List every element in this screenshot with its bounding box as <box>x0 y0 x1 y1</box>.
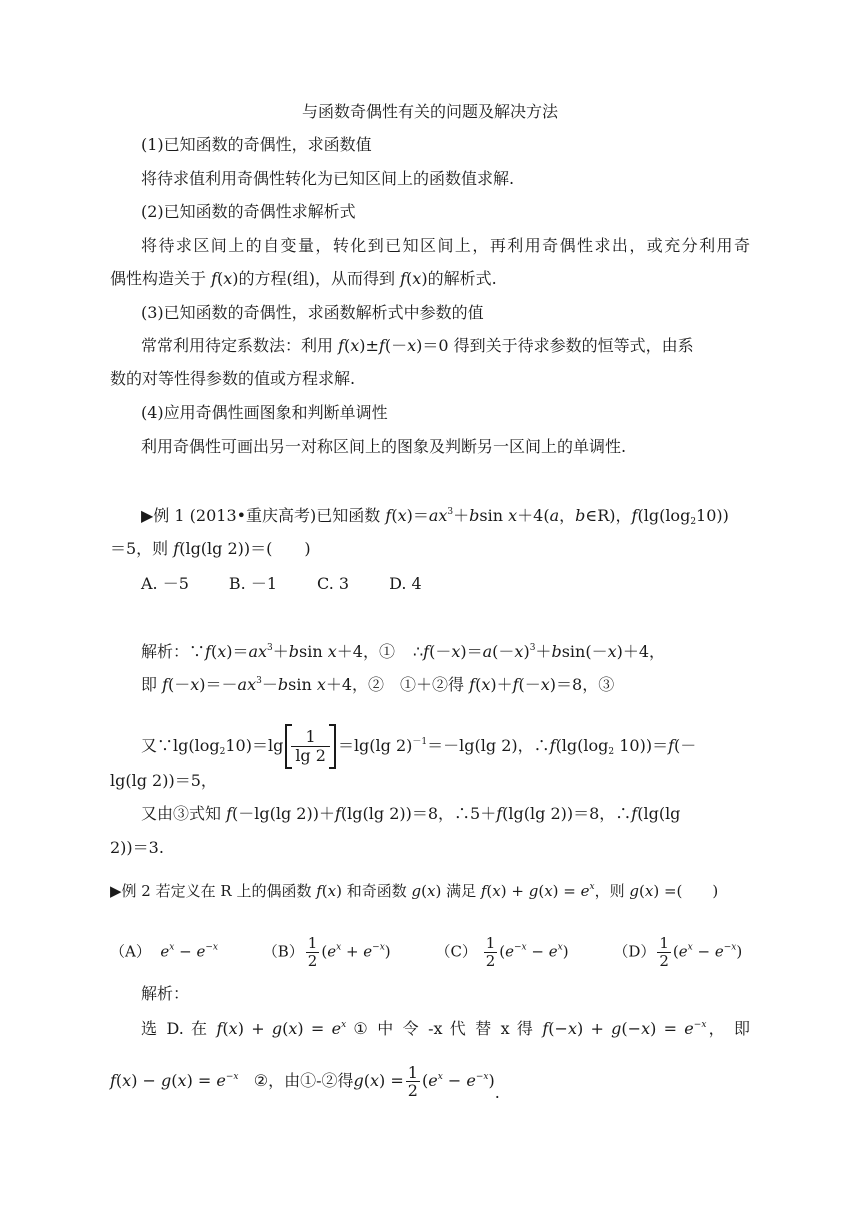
example-1-options: A. －5 B. －1 C. 3 D. 4 <box>141 574 422 593</box>
section-2-heading: (2)已知函数的奇偶性求解析式 <box>141 202 356 221</box>
section-2-body-line2: 偶性构造关于 f(x)的方程(组)，从而得到 f(x)的解析式. <box>110 269 497 288</box>
solution-2-label: 解析： <box>141 984 190 1003</box>
solution-1-line3: 又$\because\lg(\log_210)=\lg$ $\frac{1}{\lg 2}$ ＝lg(lg 2)$^{-1}$＝－lg(lg 2)，$\therefore f(\lg(\log_2$ 10))＝f(－ <box>141 727 697 765</box>
section-3-heading: (3)已知函数的奇偶性，求函数解析式中参数的值 <box>141 303 484 322</box>
solution-2-line2: $f(x) - g(x) = e^{-x}$ ②，由①-②得g(x) = $\frac{1}{2}$ $(e^x - e^{-x})$. <box>110 1063 500 1102</box>
section-4-body: 利用奇偶性可画出另一对称区间上的图象及判断另一区间上的单调性. <box>141 437 627 456</box>
section-4-heading: (4)应用奇偶性画图象和判断单调性 <box>141 403 388 422</box>
solution-2-line1: 选 D. 在 $f(x) + g(x) = e^x$ ① 中 令 -x 代 替 x 得 $f(-x) + g(-x) = e^{-x}$， 即 <box>141 1019 751 1038</box>
example-2-options: （A） $e^x - e^{-x}$ （B） $\frac{1}{2}$ $(e^x + e^{-x})$ （C） $\frac{1}{2}$ $(e^{-x} - e^x)$ （D） $\frac{1}{2}$ $(e^x - e^{-x})$ <box>110 934 743 970</box>
page-title: 与函数奇偶性有关的问题及解决方法 <box>301 102 558 121</box>
section-3-body-line1: 常常利用待定系数法：利用 f(x)±f(－x)＝0 得到关于待求参数的恒等式，由系 <box>141 336 694 355</box>
solution-1-line1: 解析：$\because f(x)=ax^3+bsin$ x＋4，① $\therefore f(-x)=a(-x)^3+bsin(-x)+4$， <box>141 642 666 661</box>
solution-1-line5: 又由③式知 f(－lg(lg 2))＋f(lg(lg 2))＝8，∴5＋f(lg(lg 2))＝8，∴f(lg(lg <box>141 804 681 823</box>
section-1-body: 将待求值利用奇偶性转化为已知区间上的函数值求解. <box>141 169 515 188</box>
solution-1-line4: lg(lg 2))＝5， <box>110 771 217 790</box>
example-1-line1: ▶例 1 (2013•重庆高考)已知函数 $f(x)=ax^3+bsin$ x＋4(a，b∈R)，$f(\lg(\log_210))$ <box>141 506 729 527</box>
section-2-body-line1: 将待求区间上的自变量，转化到已知区间上，再利用奇偶性求出，或充分利用奇 <box>141 236 750 255</box>
bracket-fraction: $\frac{1}{\lg 2}$ <box>285 728 336 765</box>
example-1-line2: ＝5，则 f(lg(lg 2))＝( ) <box>110 539 311 558</box>
section-1-heading: (1)已知函数的奇偶性，求函数值 <box>141 135 372 154</box>
section-3-body-line2: 数的对等性得参数的值或方程求解. <box>110 369 356 388</box>
solution-1-line2: 即 $f(-x)=-ax^3-bsin$ x＋4，② ①＋②得 f(x)＋f(－x)＝8，③ <box>141 675 615 694</box>
solution-1-line6: 2))＝3. <box>110 838 164 857</box>
example-2-line: ▶例 2 若定义在 R 上的偶函数 f(x) 和奇函数 g(x) 满足 $f(x) + g(x) = e^x$，则 g(x) =( ) <box>110 882 719 900</box>
